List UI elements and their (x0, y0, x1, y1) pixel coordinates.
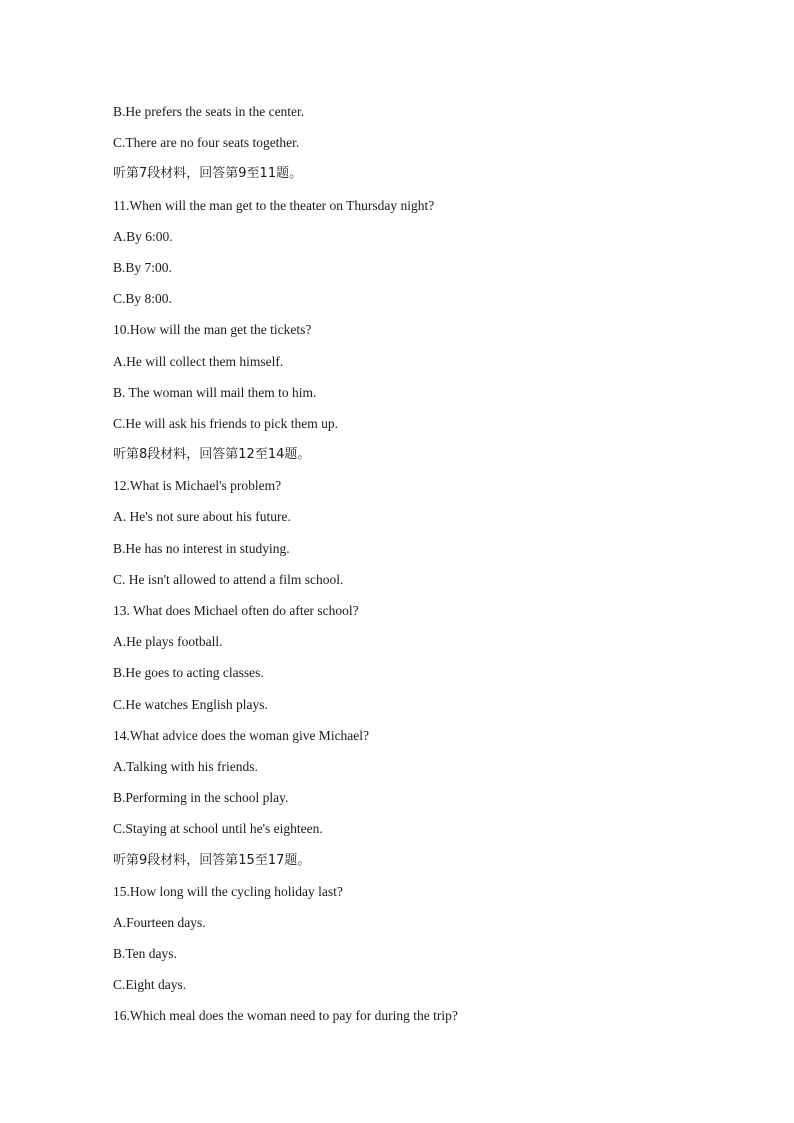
option-line: A.Talking with his friends. (113, 758, 258, 774)
option-line: A.He plays football. (113, 634, 223, 650)
option-line: A.By 6:00. (113, 228, 173, 244)
question-line: 12.What is Michael's problem? (113, 478, 282, 494)
option-line: C.There are no four seats together. (113, 135, 300, 151)
option-line: C.He will ask his friends to pick them up. (113, 415, 338, 431)
option-line: B.Ten days. (113, 946, 177, 962)
question-line: 14.What advice does the woman give Michael? (113, 727, 370, 743)
option-line: A.Fourteen days. (113, 914, 206, 930)
question-line: 13. What does Michael often do after school? (113, 603, 359, 618)
option-line: B.By 7:00. (113, 259, 172, 275)
section-heading: 听第8段材料，回答第12至14题。 (113, 447, 311, 463)
question-line: 15.How long will the cycling holiday last? (113, 883, 343, 899)
document-page (113, 101, 753, 1037)
question-line: 16.Which meal does the woman need to pay for during the trip? (113, 1008, 458, 1024)
option-line: B.He goes to acting classes. (113, 665, 264, 681)
section-heading: 听第7段材料，回答第9至11题。 (113, 166, 303, 182)
option-line: B.He prefers the seats in the center. (113, 104, 305, 119)
option-line: B.Performing in the school play. (113, 790, 289, 806)
option-line: A.He will collect them himself. (113, 353, 284, 369)
option-line: C.Eight days. (113, 977, 187, 993)
option-line: C. He isn't allowed to attend a film school. (113, 571, 344, 587)
question-line: 11.When will the man get to the theater on Thursday night? (113, 197, 435, 213)
option-line: C.He watches English plays. (113, 696, 268, 712)
option-line: C.Staying at school until he's eighteen. (113, 821, 323, 837)
option-line: A. He's not sure about his future. (113, 509, 291, 525)
option-line: B.He has no interest in studying. (113, 540, 290, 556)
question-line: 10.How will the man get the tickets? (113, 322, 312, 338)
option-line: B. The woman will mail them to him. (113, 384, 317, 400)
option-line: C.By 8:00. (113, 291, 172, 307)
section-heading: 听第9段材料，回答第15至17题。 (113, 852, 311, 868)
